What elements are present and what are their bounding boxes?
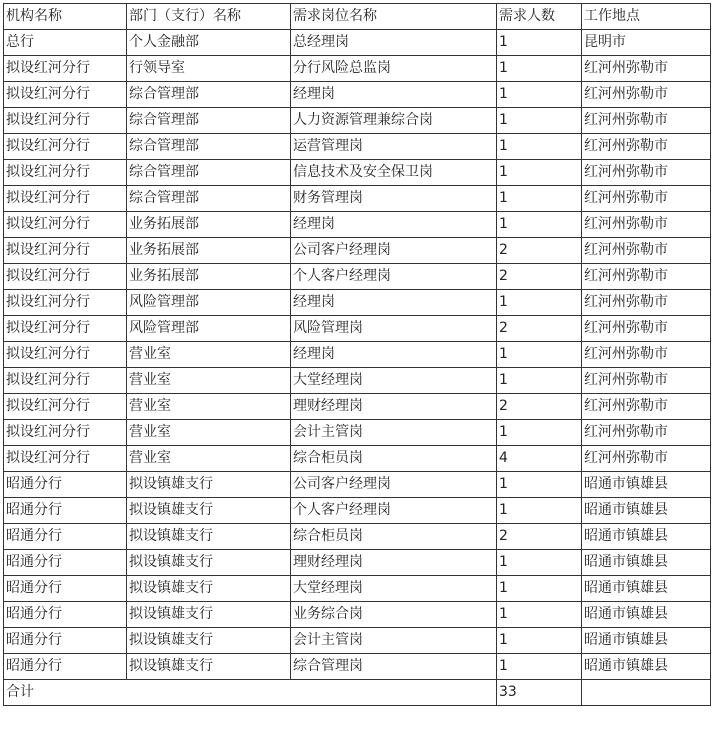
position-cell: 综合柜员岗: [291, 446, 497, 472]
location-cell: 红河州弥勒市: [582, 160, 711, 186]
institution-cell: 昭通分行: [4, 550, 127, 576]
position-cell: 经理岗: [291, 212, 497, 238]
headcount-cell: 2: [497, 316, 582, 342]
headcount-cell: 1: [497, 134, 582, 160]
header-department: 部门（支行）名称: [127, 4, 291, 30]
table-row: [4, 576, 711, 602]
location-cell: 红河州弥勒市: [582, 368, 711, 394]
position-cell: 理财经理岗: [291, 394, 497, 420]
total-label: 合计: [4, 680, 497, 706]
headcount-cell: 1: [497, 654, 582, 680]
position-cell: 经理岗: [291, 82, 497, 108]
total-location: [582, 680, 711, 706]
headcount-cell: 1: [497, 368, 582, 394]
table-row: [4, 290, 711, 316]
department-cell: 营业室: [127, 420, 291, 446]
department-cell: 综合管理部: [127, 134, 291, 160]
location-cell: 红河州弥勒市: [582, 316, 711, 342]
headcount-cell: 1: [497, 576, 582, 602]
department-cell: 业务拓展部: [127, 238, 291, 264]
location-cell: 昭通市镇雄县: [582, 524, 711, 550]
location-cell: 红河州弥勒市: [582, 342, 711, 368]
department-cell: 拟设镇雄支行: [127, 654, 291, 680]
table-row: [4, 134, 711, 160]
location-cell: 红河州弥勒市: [582, 264, 711, 290]
institution-cell: 昭通分行: [4, 602, 127, 628]
department-cell: 营业室: [127, 446, 291, 472]
position-cell: 公司客户经理岗: [291, 238, 497, 264]
location-cell: 昭通市镇雄县: [582, 654, 711, 680]
table-row: [4, 238, 711, 264]
institution-cell: 昭通分行: [4, 628, 127, 654]
institution-cell: 拟设红河分行: [4, 212, 127, 238]
headcount-cell: 1: [497, 550, 582, 576]
header-institution: 机构名称: [4, 4, 127, 30]
table-body: [4, 4, 711, 680]
location-cell: 红河州弥勒市: [582, 238, 711, 264]
position-cell: 理财经理岗: [291, 550, 497, 576]
headcount-cell: 1: [497, 420, 582, 446]
institution-cell: 拟设红河分行: [4, 264, 127, 290]
institution-cell: 拟设红河分行: [4, 368, 127, 394]
institution-cell: 拟设红河分行: [4, 134, 127, 160]
headcount-cell: 1: [497, 82, 582, 108]
headcount-cell: 2: [497, 264, 582, 290]
location-cell: 红河州弥勒市: [582, 446, 711, 472]
institution-cell: 昭通分行: [4, 498, 127, 524]
location-cell: 红河州弥勒市: [582, 82, 711, 108]
position-cell: 综合柜员岗: [291, 524, 497, 550]
recruitment-table: [3, 3, 711, 706]
institution-cell: 拟设红河分行: [4, 316, 127, 342]
location-cell: 昭通市镇雄县: [582, 602, 711, 628]
institution-cell: 拟设红河分行: [4, 238, 127, 264]
department-cell: 营业室: [127, 394, 291, 420]
location-cell: 红河州弥勒市: [582, 56, 711, 82]
department-cell: 个人金融部: [127, 30, 291, 56]
institution-cell: 昭通分行: [4, 576, 127, 602]
table-row: [4, 82, 711, 108]
location-cell: 昭通市镇雄县: [582, 472, 711, 498]
location-cell: 红河州弥勒市: [582, 134, 711, 160]
department-cell: 综合管理部: [127, 160, 291, 186]
department-cell: 拟设镇雄支行: [127, 498, 291, 524]
location-cell: 红河州弥勒市: [582, 186, 711, 212]
headcount-cell: 1: [497, 342, 582, 368]
position-cell: 分行风险总监岗: [291, 56, 497, 82]
headcount-cell: 1: [497, 498, 582, 524]
total-row: [4, 680, 711, 706]
headcount-cell: 1: [497, 290, 582, 316]
headcount-cell: 1: [497, 472, 582, 498]
institution-cell: 昭通分行: [4, 654, 127, 680]
institution-cell: 拟设红河分行: [4, 108, 127, 134]
department-cell: 拟设镇雄支行: [127, 524, 291, 550]
position-cell: 财务管理岗: [291, 186, 497, 212]
department-cell: 风险管理部: [127, 290, 291, 316]
position-cell: 会计主管岗: [291, 420, 497, 446]
location-cell: 红河州弥勒市: [582, 394, 711, 420]
table-row: [4, 368, 711, 394]
table-row: [4, 160, 711, 186]
table-row: [4, 56, 711, 82]
position-cell: 会计主管岗: [291, 628, 497, 654]
position-cell: 信息技术及安全保卫岗: [291, 160, 497, 186]
institution-cell: 拟设红河分行: [4, 420, 127, 446]
table-row: [4, 342, 711, 368]
department-cell: 综合管理部: [127, 186, 291, 212]
location-cell: 昭通市镇雄县: [582, 498, 711, 524]
position-cell: 个人客户经理岗: [291, 498, 497, 524]
department-cell: 风险管理部: [127, 316, 291, 342]
position-cell: 综合管理岗: [291, 654, 497, 680]
institution-cell: 拟设红河分行: [4, 342, 127, 368]
position-cell: 人力资源管理兼综合岗: [291, 108, 497, 134]
department-cell: 业务拓展部: [127, 264, 291, 290]
department-cell: 行领导室: [127, 56, 291, 82]
location-cell: 昭通市镇雄县: [582, 550, 711, 576]
department-cell: 拟设镇雄支行: [127, 472, 291, 498]
table-row: [4, 628, 711, 654]
headcount-cell: 1: [497, 212, 582, 238]
position-cell: 总经理岗: [291, 30, 497, 56]
position-cell: 运营管理岗: [291, 134, 497, 160]
table-row: [4, 524, 711, 550]
location-cell: 红河州弥勒市: [582, 108, 711, 134]
position-cell: 大堂经理岗: [291, 368, 497, 394]
position-cell: 经理岗: [291, 290, 497, 316]
institution-cell: 拟设红河分行: [4, 82, 127, 108]
table-row: [4, 394, 711, 420]
total-count: 33: [497, 680, 582, 706]
location-cell: 昭通市镇雄县: [582, 576, 711, 602]
headcount-cell: 1: [497, 56, 582, 82]
institution-cell: 昭通分行: [4, 524, 127, 550]
location-cell: 红河州弥勒市: [582, 420, 711, 446]
department-cell: 业务拓展部: [127, 212, 291, 238]
department-cell: 综合管理部: [127, 108, 291, 134]
institution-cell: 拟设红河分行: [4, 186, 127, 212]
department-cell: 拟设镇雄支行: [127, 576, 291, 602]
table-row: [4, 498, 711, 524]
table-row: [4, 108, 711, 134]
headcount-cell: 1: [497, 628, 582, 654]
institution-cell: 拟设红河分行: [4, 290, 127, 316]
table-row: [4, 186, 711, 212]
position-cell: 风险管理岗: [291, 316, 497, 342]
table-row: [4, 264, 711, 290]
table-row: [4, 446, 711, 472]
position-cell: 经理岗: [291, 342, 497, 368]
position-cell: 大堂经理岗: [291, 576, 497, 602]
table-row: [4, 602, 711, 628]
institution-cell: 拟设红河分行: [4, 446, 127, 472]
department-cell: 拟设镇雄支行: [127, 602, 291, 628]
institution-cell: 拟设红河分行: [4, 160, 127, 186]
institution-cell: 总行: [4, 30, 127, 56]
table-row: [4, 420, 711, 446]
institution-cell: 昭通分行: [4, 472, 127, 498]
table-row: [4, 316, 711, 342]
table-row: [4, 212, 711, 238]
table-row: [4, 654, 711, 680]
department-cell: 综合管理部: [127, 82, 291, 108]
table-row: [4, 550, 711, 576]
table-row: [4, 30, 711, 56]
position-cell: 业务综合岗: [291, 602, 497, 628]
position-cell: 公司客户经理岗: [291, 472, 497, 498]
location-cell: 红河州弥勒市: [582, 290, 711, 316]
header-headcount: 需求人数: [497, 4, 582, 30]
location-cell: 红河州弥勒市: [582, 212, 711, 238]
institution-cell: 拟设红河分行: [4, 56, 127, 82]
department-cell: 营业室: [127, 342, 291, 368]
department-cell: 拟设镇雄支行: [127, 628, 291, 654]
headcount-cell: 2: [497, 238, 582, 264]
institution-cell: 拟设红河分行: [4, 394, 127, 420]
headcount-cell: 2: [497, 524, 582, 550]
headcount-cell: 1: [497, 602, 582, 628]
headcount-cell: 1: [497, 108, 582, 134]
department-cell: 拟设镇雄支行: [127, 550, 291, 576]
position-cell: 个人客户经理岗: [291, 264, 497, 290]
department-cell: 营业室: [127, 368, 291, 394]
location-cell: 昆明市: [582, 30, 711, 56]
headcount-cell: 1: [497, 160, 582, 186]
headcount-cell: 2: [497, 394, 582, 420]
headcount-cell: 4: [497, 446, 582, 472]
headcount-cell: 1: [497, 186, 582, 212]
location-cell: 昭通市镇雄县: [582, 628, 711, 654]
header-position: 需求岗位名称: [291, 4, 497, 30]
header-row: [4, 4, 711, 30]
table-row: [4, 472, 711, 498]
headcount-cell: 1: [497, 30, 582, 56]
header-location: 工作地点: [582, 4, 711, 30]
